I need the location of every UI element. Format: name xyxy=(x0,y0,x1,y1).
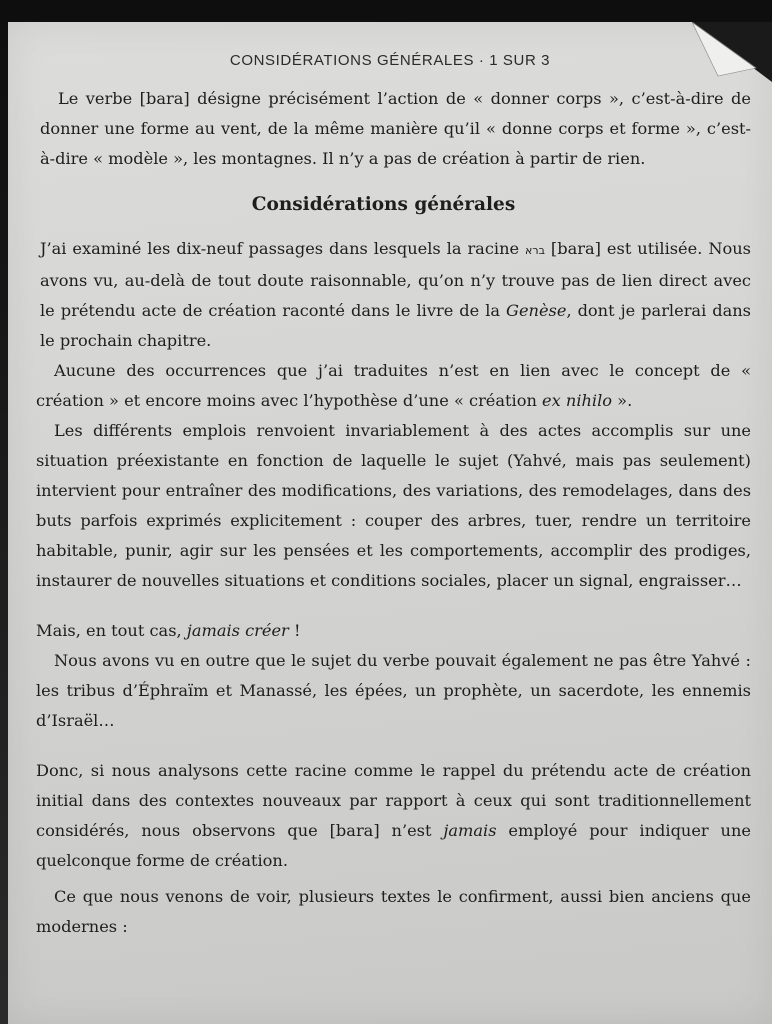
paragraph-6 xyxy=(36,756,751,876)
section-heading: Considérations générales xyxy=(251,194,516,215)
page-content xyxy=(36,84,751,942)
p6-text-b: employé pour indiquer une quelconque forme de création. xyxy=(36,821,751,870)
p6-italic: jamais xyxy=(443,821,497,840)
running-header: CONSIDÉRATIONS GÉNÉRALES · 1 SUR 3 xyxy=(229,52,551,69)
spacer xyxy=(36,596,751,616)
p4-italic: jamais créer xyxy=(186,621,289,640)
p2-text-b: ». xyxy=(612,391,633,410)
paragraph-1 xyxy=(36,234,751,356)
hebrew-root: ברא xyxy=(525,244,545,257)
p1-text-b: [bara] est utilisée. Nous avons vu, au-delà de tout doute raisonnable, qu’on n’y trouve pas de lien direct avec le prétendu acte de création raconté dans le livre de la xyxy=(40,239,751,320)
intro-text: Le verbe [bara] désigne précisément l’action de « donner corps », c’est-à-dire de donner une forme au vent, de la même manière qu’il « donne corps et forme », c’est-à-dire « modèle », les montagnes. Il n’y a pas de création à partir de rien. xyxy=(40,89,751,168)
spacer xyxy=(36,736,751,756)
intro-paragraph xyxy=(36,84,751,174)
p1-italic: Genèse xyxy=(506,301,567,320)
paragraph-3: Les différents emplois renvoient invariablement à des actes accomplis sur une situation préexistante en fonction de laquelle le sujet (Yahvé, mais pas seulement) intervient pour entraîner des modifications, des variations, des remodelages, dans des buts parfois exprimés explicitement : couper des arbres, tuer, rendre un territoire habitable, punir, agir sur les pensées et les comportements, accomplir des prodiges, instaurer de nouvelles situations et conditions sociales, placer un signal, engraisser… xyxy=(36,421,751,590)
p4-text-b: ! xyxy=(288,621,301,640)
p6-text-a: Donc, si nous analysons cette racine comme le rappel du prétendu acte de création initial dans des contextes nouveaux par rapport à ceux qui sont traditionnellement considérés, nous observons que [bara] n’est xyxy=(36,761,751,840)
p1-text-a: J’ai examiné les dix-neuf passages dans lesquels la racine xyxy=(40,239,526,258)
ereader-page[interactable] xyxy=(8,22,772,1024)
p2-italic: ex nihilo xyxy=(542,391,613,410)
paragraph-4 xyxy=(36,616,751,646)
p4-text-a: Mais, en tout cas, xyxy=(36,621,187,640)
paragraph-2 xyxy=(36,356,751,416)
paragraph-7: Ce que nous venons de voir, plusieurs textes le confirment, aussi bien anciens que modernes : xyxy=(36,887,751,936)
paragraph-5: Nous avons vu en outre que le sujet du verbe pouvait également ne pas être Yahvé : les tribus d’Éphraïm et Manassé, les épées, un prophète, un sacerdote, les ennemis d’Israël… xyxy=(36,651,751,730)
p2-text-a: Aucune des occurrences que j’ai traduites n’est en lien avec le concept de « création » et encore moins avec l’hypothèse d’une « création xyxy=(36,361,751,410)
p1-text-c: , dont je parlerai dans le prochain chapitre. xyxy=(40,301,751,350)
